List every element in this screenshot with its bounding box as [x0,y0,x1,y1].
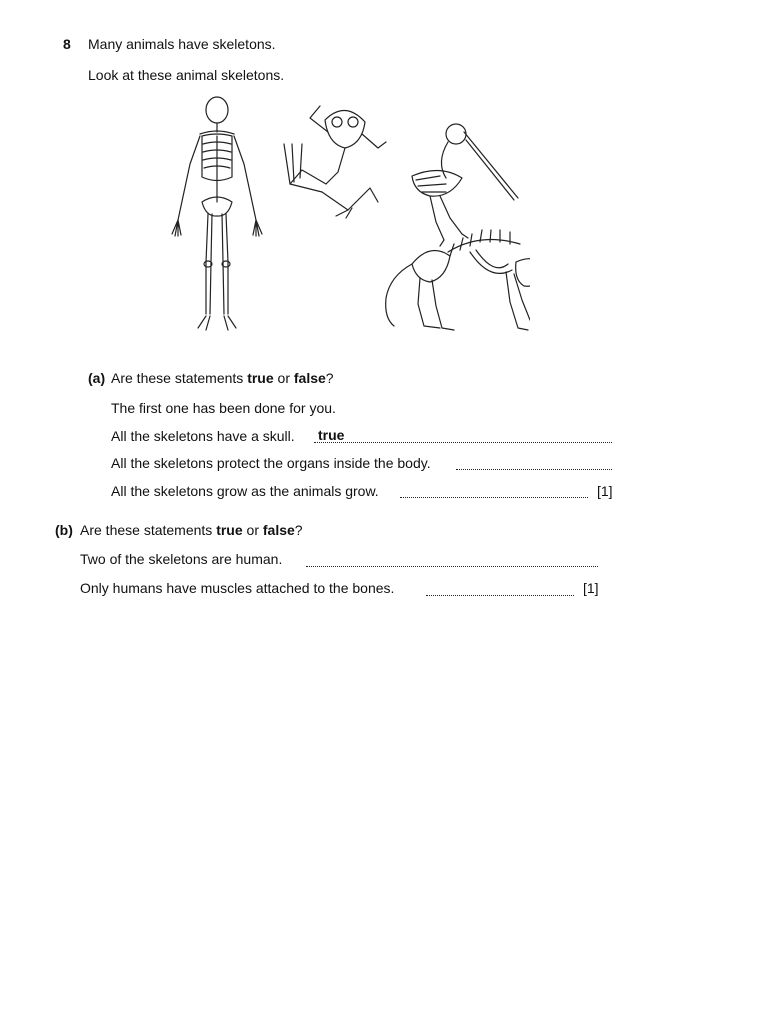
statement-a2: All the skeletons protect the organs inside the body. [111,455,431,471]
answer-a1: true [318,427,345,443]
part-b-prompt [80,522,303,538]
part-a-label: (a) [88,370,106,386]
answer-line-b1[interactable] [306,566,598,567]
answer-line-a3[interactable] [400,497,588,498]
statement-a3: All the skeletons grow as the animals grow. [111,483,379,499]
prompt-true: true [247,370,274,386]
part-a-hint: The first one has been done for you. [111,400,336,416]
prompt-end: ? [294,522,303,538]
prompt-text: Are these statements [111,370,248,386]
statement-b2: Only humans have muscles attached to the bones. [80,580,395,596]
part-a-mark: [1] [597,483,613,499]
bird-skeleton-icon [412,124,518,246]
prompt-or: or [273,370,294,386]
answer-line-a1[interactable] [314,442,612,443]
cat-skeleton-icon [386,230,530,330]
part-b-mark: [1] [583,580,599,596]
frog-skeleton-icon [284,106,386,218]
answer-line-b2[interactable] [426,595,574,596]
prompt-end: ? [325,370,334,386]
part-b-label: (b) [55,522,73,538]
prompt-false: false [262,522,295,538]
question-number: 8 [63,36,71,52]
statement-b1: Two of the skeletons are human. [80,551,283,567]
question-look-instruction: Look at these animal skeletons. [88,67,285,83]
human-skeleton-icon [172,97,262,330]
statement-a1: All the skeletons have a skull. [111,428,295,444]
answer-line-a2[interactable] [456,469,612,470]
part-a-prompt [111,370,334,386]
prompt-true: true [216,522,243,538]
prompt-false: false [293,370,326,386]
prompt-or: or [242,522,263,538]
question-intro: Many animals have skeletons. [88,36,276,52]
prompt-text: Are these statements [80,522,217,538]
skeletons-figure [150,92,530,342]
